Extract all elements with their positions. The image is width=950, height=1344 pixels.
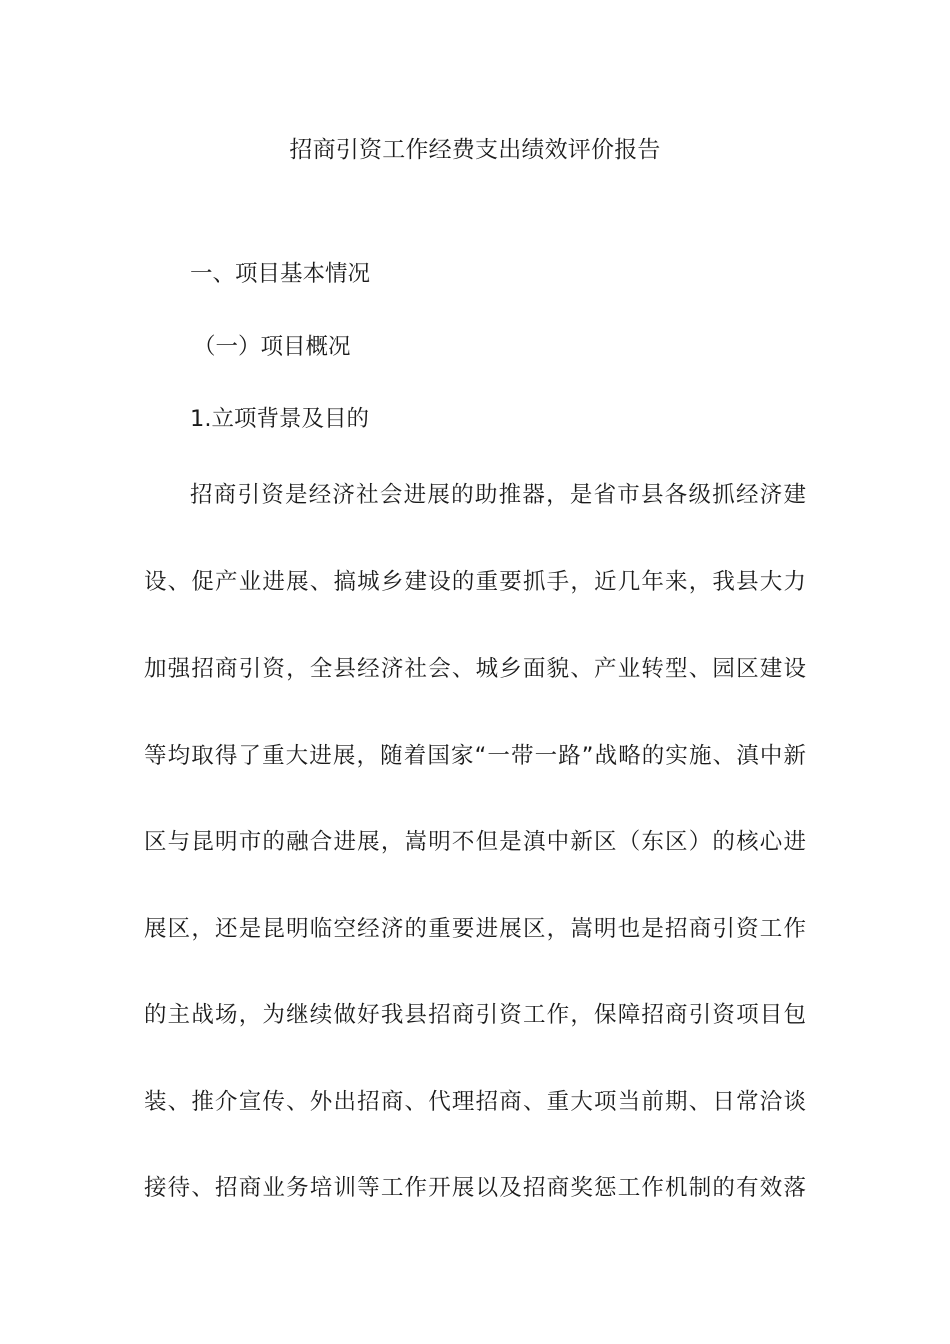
paragraph-line: 加强招商引资，全县经济社会、城乡面貌、产业转型、园区建设 <box>144 656 806 682</box>
paragraph-line: 接待、招商业务培训等工作开展以及招商奖惩工作机制的有效落 <box>144 1175 806 1201</box>
paragraph-line: 展区，还是昆明临空经济的重要进展区，嵩明也是招商引资工作 <box>144 916 806 942</box>
item-heading: 1.立项背景及目的 <box>190 406 369 432</box>
section-heading: 一、项目基本情况 <box>190 261 371 287</box>
document-title: 招商引资工作经费支出绩效评价报告 <box>289 137 661 163</box>
paragraph-line: 区与昆明市的融合进展，嵩明不但是滇中新区（东区）的核心进 <box>144 829 806 855</box>
paragraph-line: 等均取得了重大进展，随着国家“一带一路”战略的实施、滇中新 <box>144 743 806 769</box>
paragraph-line: 招商引资是经济社会进展的助推器，是省市县各级抓经济建 <box>190 482 806 508</box>
paragraph-line: 装、推介宣传、外出招商、代理招商、重大项当前期、日常洽谈 <box>144 1089 806 1115</box>
subsection-heading: （一）项目概况 <box>193 334 351 360</box>
paragraph-line: 的主战场，为继续做好我县招商引资工作，保障招商引资项目包 <box>144 1002 806 1028</box>
paragraph-line: 设、促产业进展、搞城乡建设的重要抓手，近几年来，我县大力 <box>144 569 806 595</box>
